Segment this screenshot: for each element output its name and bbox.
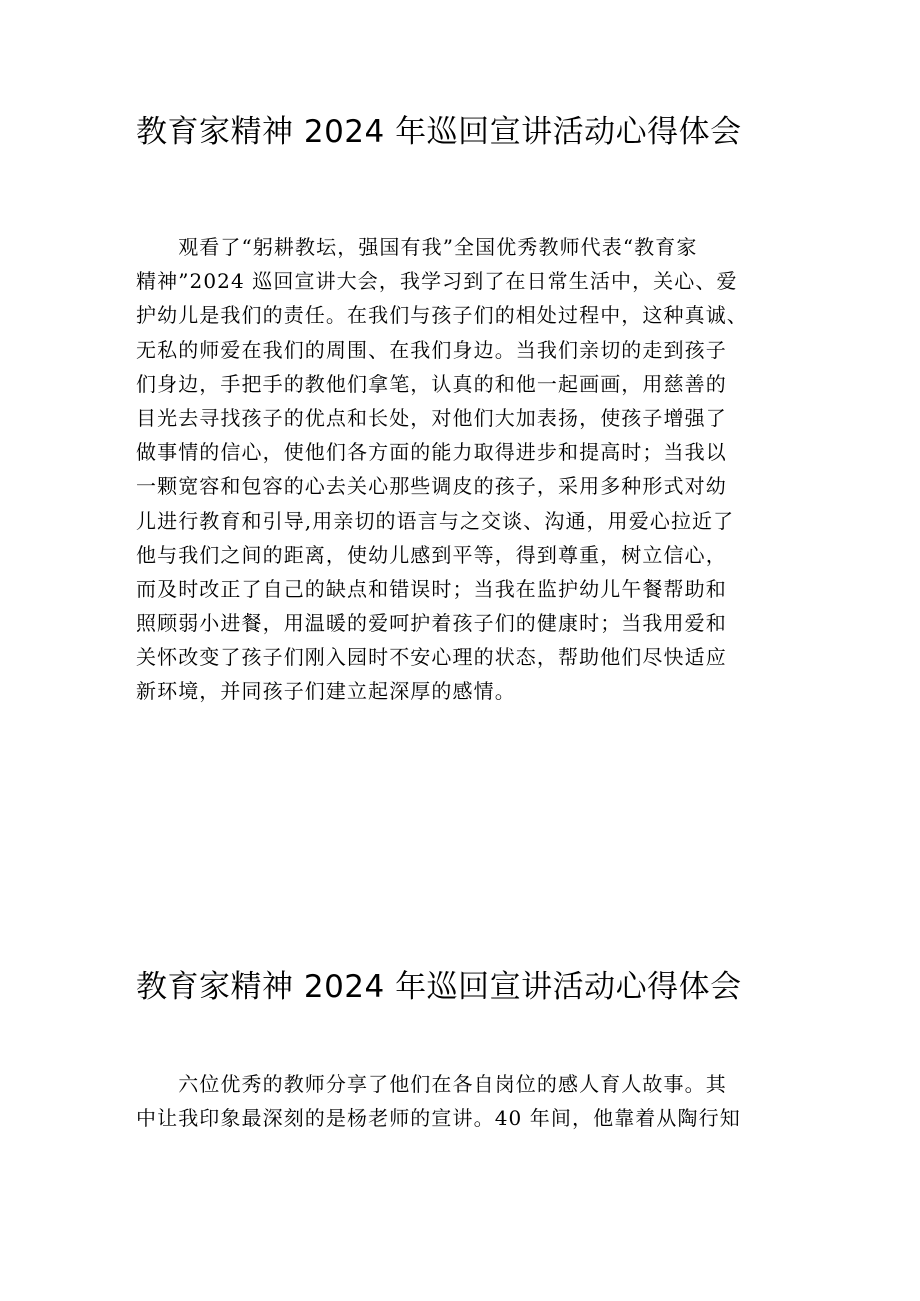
section-title: 教育家精神 2024 年巡回宣讲活动心得体会 [136, 114, 742, 150]
text-line: 护幼儿是我们的责任。在我们与孩子们的相处过程中，这种真诚、 [136, 303, 748, 328]
text-line: 们身边，手把手的教他们拿笔，认真的和他一起画画，用慈善的 [136, 371, 727, 396]
text-line: 六位优秀的教师分享了他们在各自岗位的感人育人故事。其 [136, 1072, 727, 1096]
text-line: 一颗宽容和包容的心去关心那些调皮的孩子，采用多种形式对幼 [136, 474, 727, 499]
body-paragraph [136, 230, 816, 709]
text-line: 关怀改变了孩子们刚入园时不安心理的状态，帮助他们尽快适应 [136, 645, 727, 670]
body-paragraph [136, 1067, 816, 1135]
text-line: 无私的师爱在我们的周围、在我们身边。当我们亲切的走到孩子 [136, 337, 727, 362]
section-title: 教育家精神 2024 年巡回宣讲活动心得体会 [136, 969, 742, 1005]
text-line: 做事情的信心，使他们各方面的能力取得进步和提高时；当我以 [136, 440, 727, 465]
text-line: 儿进行教育和引导,用亲切的语言与之交谈、沟通，用爱心拉近了 [136, 508, 735, 533]
text-line: 照顾弱小进餐，用温暖的爱呵护着孩子们的健康时；当我用爱和 [136, 611, 727, 636]
text-line: 精神”2024 巡回宣讲大会，我学习到了在日常生活中，关心、爱 [136, 269, 738, 294]
text-line: 而及时改正了自己的缺点和错误时；当我在监护幼儿午餐帮助和 [136, 576, 727, 601]
text-line: 新环境，并同孩子们建立起深厚的感情。 [136, 679, 516, 704]
text-line: 目光去寻找孩子的优点和长处，对他们大加表扬，使孩子增强了 [136, 405, 727, 430]
text-line: 中让我印象最深刻的是杨老师的宣讲。40 年间，他靠着从陶行知 [136, 1106, 741, 1130]
text-line: 观看了“躬耕教坛，强国有我”全国优秀教师代表“教育家 [136, 235, 698, 259]
text-line: 他与我们之间的距离，使幼儿感到平等，得到尊重，树立信心， [136, 542, 727, 567]
